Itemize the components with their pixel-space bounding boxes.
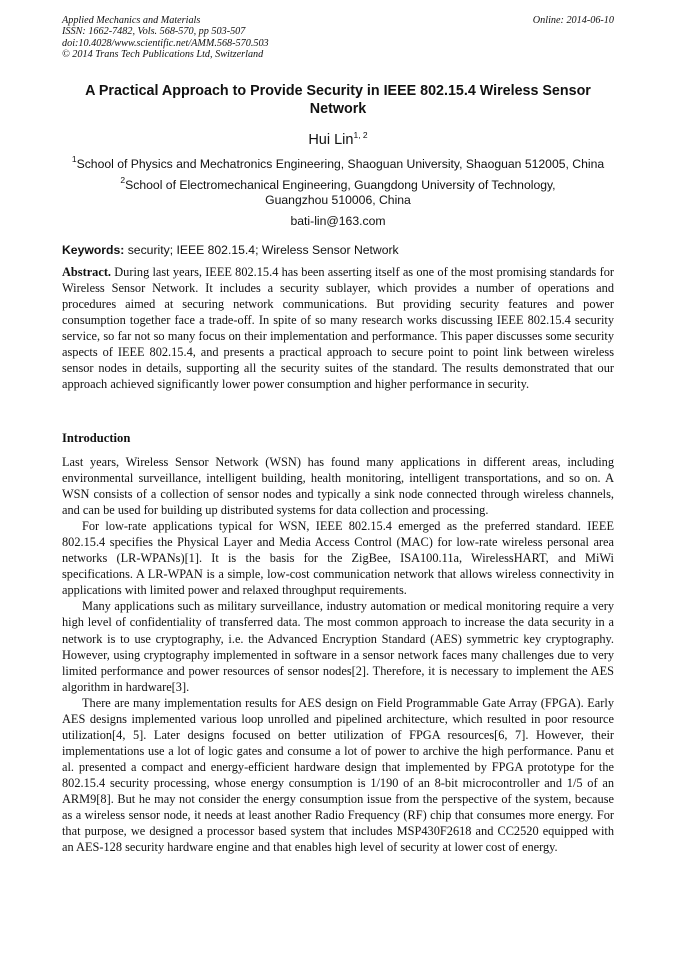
copyright-line: © 2014 Trans Tech Publications Ltd, Switzerland — [62, 48, 264, 60]
journal-header — [62, 15, 614, 60]
author-line — [62, 132, 614, 148]
introduction-body — [62, 454, 614, 855]
keywords-line — [62, 243, 614, 257]
journal-name: Applied Mechanics and Materials — [62, 15, 201, 26]
affiliation-2-mark: 2 — [120, 175, 126, 185]
intro-paragraph-4: There are many implementation results for AES design on Field Programmable Gate Array (FPGA). Early AES designs implemented various loop unrolled and pipelined architecture, which resulted in poor resource utilization[4, 5]. Later designs focused on better utilization of FPGA resources[6, 7]. However, their implementations use a lot of logic gates and consume a lot of power to archive the high performance. Panu et al. presented a compact and energy-efficient hardware design that implemented by FPGA prototype for the 802.15.4 security processing, whose energy consumption is 1/190 of an 8-bit microcontroller and 1/5 of an ARM9[8]. But he may not consider the energy consumption issue from the perspective of the system, because as a wireless sensor node, it needs at least another Radio Frequency (RF) chip that consumes more energy. For that purpose, we designed a processor based system that includes MSP430F2618 and CC2520 equipped with an AES-128 security hardware engine and that enables high level of security at lower cost of energy. — [62, 695, 614, 855]
paper-title: A Practical Approach to Provide Security in IEEE 802.15.4 Wireless Sensor Network — [85, 83, 591, 117]
author-affil-marks: 1, 2 — [353, 130, 368, 140]
abstract-text: During last years, IEEE 802.15.4 has been asserting itself as one of the most promising standards for Wireless Sensor Network. It includes a security sublayer, which provides a number of operations and procedures aimed at securing network communications. But providing security features and power consumption together face a trade-off. In spite of so many research works discussing IEEE 802.15.4 security service, so far not so many focus on their implementation and performance. This paper discusses some security aspects of IEEE 802.15.4, and presents a practical approach to secure point to point link between wireless sensor nodes in details, supporting all the security suites of the standard. The results demonstrated that our approach achieved significantly lower power consumption and higher performance in security. — [62, 265, 614, 392]
affiliation-1-mark: 1 — [71, 154, 77, 164]
author-name: Hui Lin — [308, 132, 354, 148]
abstract-paragraph — [62, 264, 614, 392]
keywords-label: Keywords: — [62, 243, 125, 257]
intro-paragraph-2: For low-rate applications typical for WSN, IEEE 802.15.4 emerged as the preferred standard. IEEE 802.15.4 specifies the Physical Layer and Media Access Control (MAC) for low-rate wireless personal area networks (LR-WPANs)[1]. It is the basis for the ZigBee, ISA100.11a, WirelessHART, and MiWi specifications. A LR-WPAN is a simple, low-cost communication network that allows wireless connectivity in applications with limited power and relaxed throughput requirements. — [62, 519, 614, 598]
affiliation-2 — [62, 175, 614, 208]
affiliation-1 — [62, 154, 614, 172]
author-email: bati-lin@163.com — [290, 214, 386, 228]
affiliation-2-text: School of Electromechanical Engineering, Guangdong University of Technology, Guangzhou 510006, China — [125, 178, 556, 207]
keywords-text: security; IEEE 802.15.4; Wireless Sensor Network — [127, 243, 399, 257]
affiliation-1-text: School of Physics and Mechatronics Engineering, Shaoguan University, Shaoguan 512005, China — [76, 157, 605, 171]
doi-line: doi:10.4028/www.scientific.net/AMM.568-570.503 — [62, 37, 269, 49]
intro-paragraph-3: Many applications such as military surveillance, industry automation or medical monitoring require a very high level of confidentiality of transferred data. The most common approach to increase the data security in a network is to use cryptography, i.e. the Advanced Encryption Standard (AES) symmetric key cryptography. However, using cryptography implemented in software in a sensor network faces many challenges due to very limited performance and power resources of sensor nodes[2]. Therefore, it is necessary to implement the AES algorithm in hardware[3]. — [62, 599, 614, 694]
intro-paragraph-1: Last years, Wireless Sensor Network (WSN) has found many applications in different areas, including environmental surveillance, intelligent building, health monitoring, intelligent transportations, and so on. A WSN consists of a collection of sensor nodes and typically a sink node connected through wireless channels, and can be used for building up distributed systems for data collection and processing. — [62, 455, 614, 518]
introduction-heading: Introduction — [62, 431, 131, 445]
abstract-label: Abstract. — [62, 265, 112, 279]
online-date: Online: 2014-06-10 — [532, 15, 614, 26]
issn-line: ISSN: 1662-7482, Vols. 568-570, pp 503-507 — [62, 26, 246, 38]
